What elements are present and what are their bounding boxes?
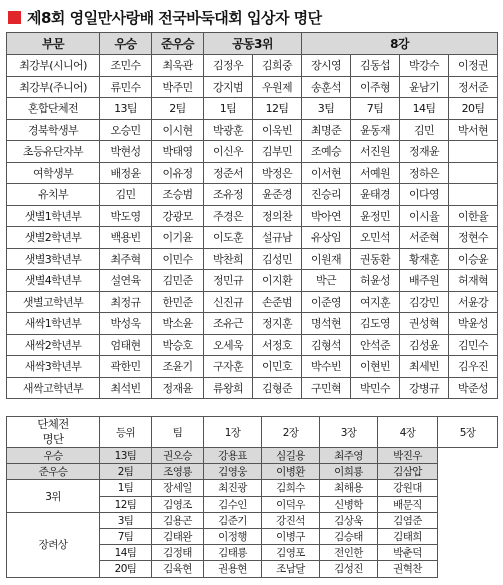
results-row	[7, 162, 498, 184]
player-cell: 김염준	[378, 512, 438, 528]
team-header-p4: 4장	[378, 417, 438, 448]
winner-cell: 설연육	[100, 270, 152, 292]
winner-cell: 최주혁	[100, 248, 152, 270]
winner-cell: 오민석	[351, 227, 400, 249]
winner-cell: 윤남기	[400, 76, 449, 98]
winner-cell: 강지범	[204, 76, 253, 98]
winner-cell: 김성윤	[400, 334, 449, 356]
division-cell: 초등유단자부	[7, 141, 100, 163]
winner-cell: 윤정민	[351, 205, 400, 227]
winner-cell: 김강민	[400, 291, 449, 313]
title-bar	[8, 6, 322, 28]
player-cell: 김삼압	[378, 464, 438, 480]
winner-cell: 류민수	[100, 76, 152, 98]
winner-cell: 이한율	[449, 205, 498, 227]
winner-cell: 오세욱	[204, 334, 253, 356]
team-cell: 3팀	[100, 512, 152, 528]
winner-cell: 박태영	[152, 141, 204, 163]
header-second: 준우승	[152, 33, 204, 55]
winner-cell: 김동섭	[351, 55, 400, 77]
results-row	[7, 313, 498, 335]
winner-cell: 여지훈	[351, 291, 400, 313]
winner-cell: 주경은	[204, 205, 253, 227]
player-cell: 이정행	[204, 528, 262, 544]
rank-encourage: 장려상	[7, 512, 100, 577]
winner-cell: 황재훈	[400, 248, 449, 270]
player-cell: 김태완	[152, 528, 204, 544]
winner-cell: 장시영	[302, 55, 351, 77]
winner-cell: 박소윤	[152, 313, 204, 335]
winner-cell: 김민수	[449, 334, 498, 356]
results-row	[7, 55, 498, 77]
results-table	[6, 32, 498, 399]
winner-cell: 조유정	[204, 184, 253, 206]
winner-cell: 정준서	[204, 162, 253, 184]
team-header-row	[7, 417, 498, 448]
winner-cell: 강광모	[152, 205, 204, 227]
team-header-p5: 5장	[438, 417, 498, 448]
results-row	[7, 184, 498, 206]
team-header-team: 팀	[152, 417, 204, 448]
team-label-line2: 명단	[42, 432, 64, 446]
winner-cell: 박찬희	[204, 248, 253, 270]
team-roster-table	[6, 416, 498, 578]
team-label-line1: 단체전	[37, 417, 69, 431]
winner-cell: 조민수	[100, 55, 152, 77]
division-cell: 최강부(시니어)	[7, 55, 100, 77]
player-cell: 배문직	[378, 496, 438, 512]
player-cell: 전인한	[320, 545, 378, 561]
team-header-p2: 2장	[262, 417, 320, 448]
team-header-p3: 3장	[320, 417, 378, 448]
winner-cell	[449, 162, 498, 184]
winner-cell: 서준혁	[400, 227, 449, 249]
division-cell: 샛별2학년부	[7, 227, 100, 249]
winner-cell: 박정은	[253, 162, 302, 184]
winner-cell: 서정호	[253, 334, 302, 356]
player-cell: 이병환	[262, 464, 320, 480]
winner-cell: 윤태경	[351, 184, 400, 206]
winner-cell	[449, 141, 498, 163]
winner-cell: 구자훈	[204, 356, 253, 378]
team-cell: 14팀	[100, 545, 152, 561]
player-cell: 권혁찬	[378, 561, 438, 577]
winner-cell: 이준영	[302, 291, 351, 313]
winner-cell: 김부민	[253, 141, 302, 163]
red-square-icon	[8, 11, 21, 24]
winner-cell: 설규남	[253, 227, 302, 249]
winner-cell: 12팀	[253, 98, 302, 120]
results-header-row	[7, 33, 498, 55]
winner-cell: 13팀	[100, 98, 152, 120]
winner-cell: 박수빈	[302, 356, 351, 378]
winner-cell: 정서준	[449, 76, 498, 98]
winner-cell: 정의찬	[253, 205, 302, 227]
player-cell: 신병학	[320, 496, 378, 512]
player-cell: 박춘덕	[378, 545, 438, 561]
winner-cell: 박주민	[152, 76, 204, 98]
winner-cell: 조예승	[302, 141, 351, 163]
winner-cell: 정지훈	[253, 313, 302, 335]
winner-cell: 박윤성	[449, 313, 498, 335]
winner-cell: 20팀	[449, 98, 498, 120]
winner-cell: 이도훈	[204, 227, 253, 249]
team-row	[7, 480, 498, 496]
player-cell: 김승태	[320, 528, 378, 544]
player-cell: 김영웅	[204, 464, 262, 480]
player-cell: 강용표	[204, 448, 262, 464]
winner-cell: 윤동재	[351, 119, 400, 141]
winner-cell: 류왕희	[204, 377, 253, 399]
player-cell: 이병구	[262, 528, 320, 544]
player-cell: 박진우	[378, 448, 438, 464]
winner-cell: 김도영	[351, 313, 400, 335]
winner-cell: 이욱빈	[253, 119, 302, 141]
winner-cell: 곽한민	[100, 356, 152, 378]
division-cell: 샛별4학년부	[7, 270, 100, 292]
division-cell: 새싹고학년부	[7, 377, 100, 399]
winner-cell: 이지환	[253, 270, 302, 292]
header-top8: 8강	[302, 33, 498, 55]
player-cell: 조영룡	[152, 464, 204, 480]
winner-cell: 김형준	[253, 377, 302, 399]
results-row	[7, 205, 498, 227]
results-row	[7, 356, 498, 378]
winner-cell: 배주원	[400, 270, 449, 292]
team-body	[7, 448, 498, 578]
results-row	[7, 76, 498, 98]
winner-cell: 유상임	[302, 227, 351, 249]
winner-cell: 14팀	[400, 98, 449, 120]
player-cell: 최진광	[204, 480, 262, 496]
player-cell: 김태룡	[204, 545, 262, 561]
division-cell: 새싹1학년부	[7, 313, 100, 335]
player-cell: 이덕우	[262, 496, 320, 512]
division-cell: 혼합단체전	[7, 98, 100, 120]
player-cell: 김영포	[262, 545, 320, 561]
player-cell: 최주영	[320, 448, 378, 464]
player-cell: 이희룡	[320, 464, 378, 480]
team-cell: 1팀	[100, 480, 152, 496]
winner-cell: 우원제	[253, 76, 302, 98]
winner-cell: 이현빈	[351, 356, 400, 378]
results-row	[7, 334, 498, 356]
player-cell: 김육현	[152, 561, 204, 577]
winner-cell: 이시율	[400, 205, 449, 227]
winner-cell: 김형석	[302, 334, 351, 356]
header-first: 우승	[100, 33, 152, 55]
winner-cell: 엄태현	[100, 334, 152, 356]
winner-cell: 7팀	[351, 98, 400, 120]
team-cell: 20팀	[100, 561, 152, 577]
winner-cell: 권동환	[351, 248, 400, 270]
winner-cell: 이신우	[204, 141, 253, 163]
results-row	[7, 119, 498, 141]
winner-cell: 정하은	[400, 162, 449, 184]
player-cell: 김성진	[320, 561, 378, 577]
winner-cell: 조윤기	[152, 356, 204, 378]
player-cell: 김준기	[204, 512, 262, 528]
player-cell: 심길용	[262, 448, 320, 464]
winner-cell: 구민혁	[302, 377, 351, 399]
winner-cell: 한민준	[152, 291, 204, 313]
winner-cell: 박승호	[152, 334, 204, 356]
winner-cell: 김민	[400, 119, 449, 141]
page-title: 제8회 영일만사랑배 전국바둑대회 입상자 명단	[27, 8, 322, 27]
winner-cell: 이민호	[253, 356, 302, 378]
team-cell: 12팀	[100, 496, 152, 512]
header-third: 공동3위	[204, 33, 302, 55]
division-cell: 유치부	[7, 184, 100, 206]
winner-cell: 정재윤	[152, 377, 204, 399]
winner-cell: 박근	[302, 270, 351, 292]
winner-cell: 신진규	[204, 291, 253, 313]
team-cell: 2팀	[100, 464, 152, 480]
winner-cell: 허윤성	[351, 270, 400, 292]
winner-cell	[449, 184, 498, 206]
division-cell: 새싹2학년부	[7, 334, 100, 356]
winner-cell: 이승윤	[449, 248, 498, 270]
results-row	[7, 377, 498, 399]
winner-cell: 1팀	[204, 98, 253, 120]
player-cell: 김상욱	[320, 512, 378, 528]
division-cell: 샛별고학년부	[7, 291, 100, 313]
winner-cell: 강병규	[400, 377, 449, 399]
winner-cell: 박민수	[351, 377, 400, 399]
winner-cell: 최석빈	[100, 377, 152, 399]
player-cell: 김용곤	[152, 512, 204, 528]
results-row	[7, 98, 498, 120]
winner-cell: 명석현	[302, 313, 351, 335]
player-cell: 최해용	[320, 480, 378, 496]
winner-cell: 조승범	[152, 184, 204, 206]
team-section-label	[7, 417, 100, 448]
winner-cell: 안석준	[351, 334, 400, 356]
winner-cell: 박아연	[302, 205, 351, 227]
winner-cell: 손준범	[253, 291, 302, 313]
winner-cell: 서윤강	[449, 291, 498, 313]
winner-cell: 정민규	[204, 270, 253, 292]
rank-second: 준우승	[7, 464, 100, 480]
winner-cell: 이다영	[400, 184, 449, 206]
winner-cell: 송훈석	[302, 76, 351, 98]
winner-cell: 박도영	[100, 205, 152, 227]
winner-cell: 최욱관	[152, 55, 204, 77]
results-row	[7, 141, 498, 163]
winner-cell: 진승리	[302, 184, 351, 206]
player-cell: 강원대	[378, 480, 438, 496]
winner-cell: 이원재	[302, 248, 351, 270]
winner-cell: 이서현	[302, 162, 351, 184]
division-cell: 샛별3학년부	[7, 248, 100, 270]
winner-cell: 김민준	[152, 270, 204, 292]
winner-cell: 박광훈	[204, 119, 253, 141]
player-cell: 강진석	[262, 512, 320, 528]
player-cell: 김태희	[378, 528, 438, 544]
winner-cell: 최세빈	[400, 356, 449, 378]
team-header-rank: 등위	[100, 417, 152, 448]
winner-cell: 이정권	[449, 55, 498, 77]
player-cell: 김수인	[204, 496, 262, 512]
rank-first: 우승	[7, 448, 100, 464]
header-division: 부문	[7, 33, 100, 55]
section-gap	[0, 409, 503, 415]
player-cell: 권용현	[204, 561, 262, 577]
winner-cell: 김희중	[253, 55, 302, 77]
winner-cell: 이유정	[152, 162, 204, 184]
winner-cell: 2팀	[152, 98, 204, 120]
winner-cell: 박성욱	[100, 313, 152, 335]
winner-cell: 3팀	[302, 98, 351, 120]
player-cell: 김영조	[152, 496, 204, 512]
winner-cell: 허재혁	[449, 270, 498, 292]
results-body	[7, 55, 498, 399]
team-cell: 7팀	[100, 528, 152, 544]
winner-cell: 김성민	[253, 248, 302, 270]
player-cell: 조남달	[262, 561, 320, 577]
winner-cell: 박강수	[400, 55, 449, 77]
division-cell: 경북학생부	[7, 119, 100, 141]
player-cell: 권오승	[152, 448, 204, 464]
rank-third: 3위	[7, 480, 100, 512]
team-row	[7, 512, 498, 528]
division-cell: 샛별1학년부	[7, 205, 100, 227]
winner-cell: 이민수	[152, 248, 204, 270]
division-cell: 최강부(주니어)	[7, 76, 100, 98]
winner-cell: 박현성	[100, 141, 152, 163]
player-cell: 김희수	[262, 480, 320, 496]
winner-cell: 이기윤	[152, 227, 204, 249]
winner-cell: 조유근	[204, 313, 253, 335]
results-row	[7, 270, 498, 292]
winner-cell: 박준성	[449, 377, 498, 399]
division-cell: 새싹3학년부	[7, 356, 100, 378]
winner-cell: 배정윤	[100, 162, 152, 184]
results-row	[7, 248, 498, 270]
winner-cell: 정현수	[449, 227, 498, 249]
winner-cell: 최명준	[302, 119, 351, 141]
winner-cell: 오승민	[100, 119, 152, 141]
team-cell: 13팀	[100, 448, 152, 464]
winner-cell: 최정규	[100, 291, 152, 313]
player-cell: 김정태	[152, 545, 204, 561]
player-cell: 장세일	[152, 480, 204, 496]
winner-cell: 정재윤	[400, 141, 449, 163]
winner-cell: 김정우	[204, 55, 253, 77]
winner-cell: 서진원	[351, 141, 400, 163]
winner-cell: 이주형	[351, 76, 400, 98]
winner-cell: 김우진	[449, 356, 498, 378]
winner-cell: 김민	[100, 184, 152, 206]
winner-cell: 권성혁	[400, 313, 449, 335]
winner-cell: 이시현	[152, 119, 204, 141]
results-row	[7, 291, 498, 313]
team-row	[7, 464, 498, 480]
team-row	[7, 448, 498, 464]
winner-cell: 백용빈	[100, 227, 152, 249]
results-row	[7, 227, 498, 249]
winner-cell: 서예원	[351, 162, 400, 184]
division-cell: 여학생부	[7, 162, 100, 184]
winner-cell: 윤준경	[253, 184, 302, 206]
winner-cell: 박서현	[449, 119, 498, 141]
team-header-p1: 1장	[204, 417, 262, 448]
